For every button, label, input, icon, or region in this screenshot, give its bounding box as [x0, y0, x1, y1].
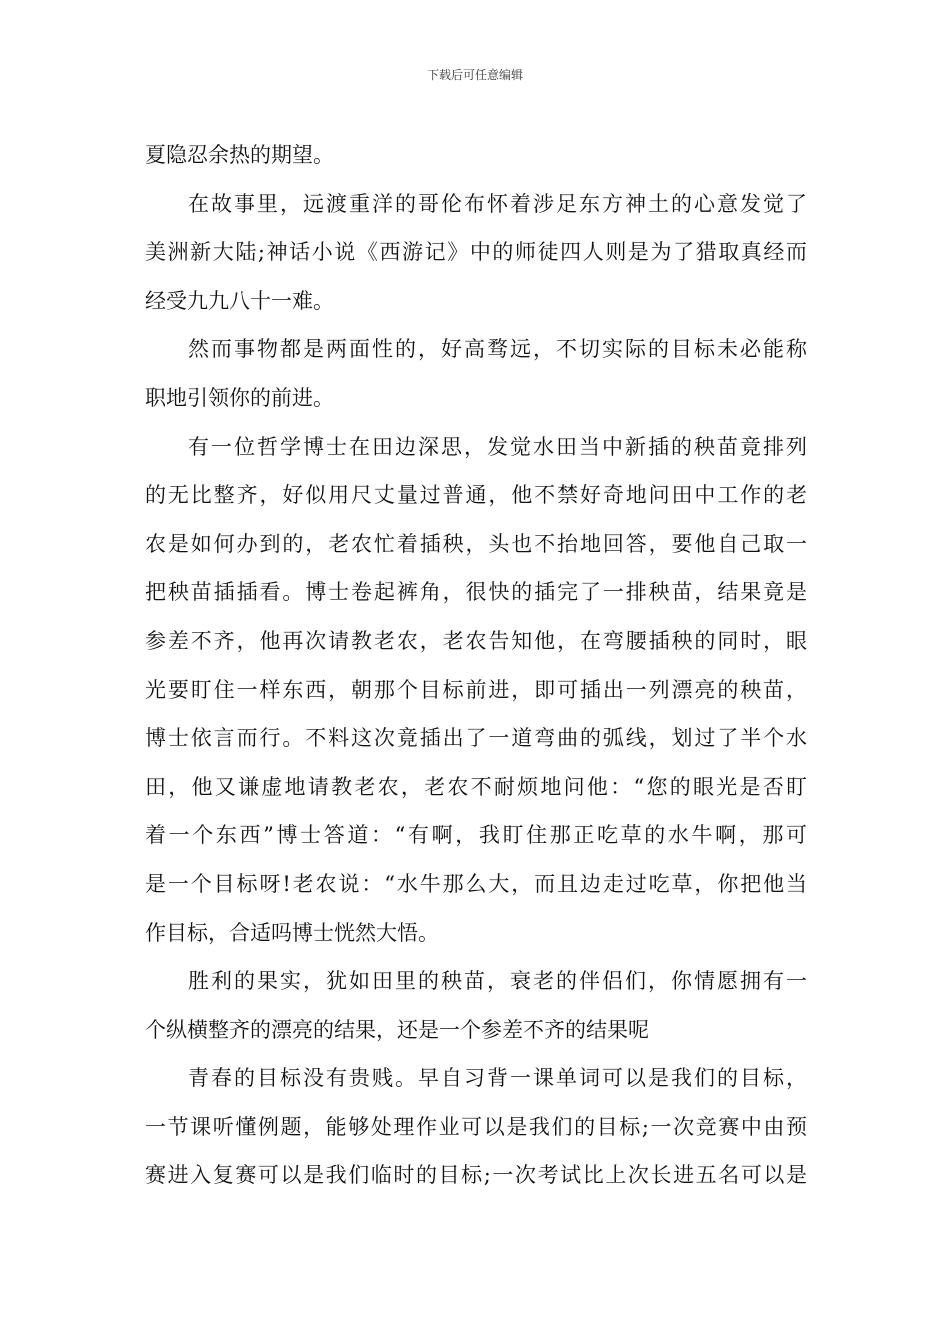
- text-line: 参差不齐，他再次请教老农，老农告知他，在弯腰插秧的同时，眼: [145, 628, 807, 653]
- text-line: 青春的目标没有贵贱。早自习背一课单词可以是我们的目标，: [188, 1066, 807, 1091]
- text-line: 农是如何办到的，老农忙着插秧，头也不抬地回答，要他自己取一: [145, 531, 807, 556]
- text-line: 的无比整齐，好似用尺丈量过普通，他不禁好奇地问田中工作的老: [145, 483, 807, 508]
- paragraph-1: [145, 131, 807, 180]
- text-line: 夏隐忍余热的期望。: [145, 143, 334, 167]
- paragraph-3: [145, 325, 807, 422]
- text-line: 田，他又谦虚地请教老农，老农不耐烦地问他：“您的眼光是否盯: [145, 774, 807, 799]
- paragraph-4: [145, 423, 807, 958]
- text-line: 是一个目标呀!老农说：“水牛那么大，而且边走过吃草，你把他当: [145, 871, 807, 896]
- text-line: 有一位哲学博士在田边深思，发觉水田当中新插的秧苗竟排列: [188, 434, 807, 459]
- paragraph-6: [145, 1054, 807, 1200]
- text-line: 职地引领你的前进。: [145, 385, 334, 410]
- text-line: 着一个东西”博士答道：“有啊，我盯住那正吃草的水牛啊，那可: [145, 823, 807, 848]
- text-line: 在故事里，远渡重洋的哥伦布怀着涉足东方神土的心意发觉了: [188, 191, 807, 216]
- text-line: 经受九九八十一难。: [145, 288, 334, 313]
- text-line: 一节课听懂例题，能够处理作业可以是我们的目标;一次竞赛中由预: [145, 1114, 807, 1139]
- page-header: 下载后可任意编辑: [426, 68, 523, 82]
- text-line: 作目标，合适吗博士恍然大悟。: [145, 920, 439, 945]
- paragraph-5: [145, 957, 807, 1054]
- body-text: [145, 131, 807, 1200]
- paragraph-2: [145, 180, 807, 326]
- text-line: 胜利的果实，犹如田里的秧苗，衰老的伴侣们，你情愿拥有一: [188, 969, 807, 994]
- text-line: 个纵横整齐的漂亮的结果，还是一个参差不齐的结果呢: [145, 1017, 649, 1042]
- text-line: 美洲新大陆;神话小说《西游记》中的师徒四人则是为了猎取真经而: [145, 240, 807, 265]
- text-line: 把秧苗插插看。博士卷起裤角，很快的插完了一排秧苗，结果竟是: [145, 580, 807, 605]
- text-line: 赛进入复赛可以是我们临时的目标;一次考试比上次长进五名可以是: [145, 1163, 807, 1188]
- text-line: 博士依言而行。不料这次竟插出了一道弯曲的弧线，划过了半个水: [145, 726, 807, 751]
- text-line: 然而事物都是两面性的，好高骛远，不切实际的目标未必能称: [188, 337, 807, 362]
- text-line: 光要盯住一样东西，朝那个目标前进，即可插出一列漂亮的秧苗，: [145, 677, 807, 702]
